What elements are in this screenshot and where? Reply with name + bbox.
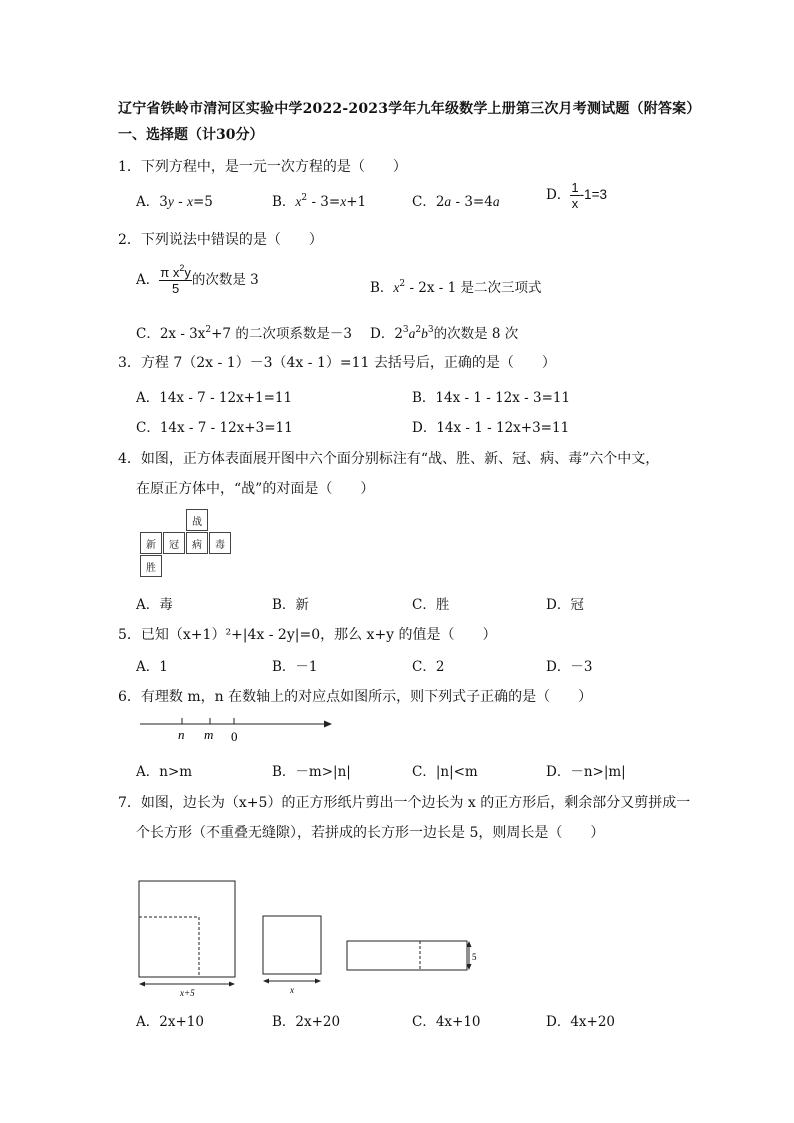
q7-option-b: B．2x+20 <box>272 1014 341 1030</box>
q7-stem-line2: 个长方形（不重叠无缝隙），若拼成的长方形一边长是 5，则周长是（ ） <box>136 825 605 841</box>
q3-stem: 3．方程 7（2x - 1）－3（4x - 1）=11 去括号后，正确的是（ ） <box>118 355 556 371</box>
q6-option-a: A．n>m <box>136 764 193 780</box>
arrow-icon <box>324 721 332 728</box>
q3-option-c: C．14x - 7 - 12x+3=11 <box>136 420 293 436</box>
q7-option-a: A．2x+10 <box>136 1014 204 1030</box>
q6-stem: 6．有理数 m，n 在数轴上的对应点如图所示，则下列式子正确的是（ ） <box>118 689 593 705</box>
cube-net-figure <box>140 509 236 579</box>
q6-option-c: C．|n|<m <box>412 764 478 780</box>
big-square <box>139 881 235 977</box>
q3-option-b: B．14x - 1 - 12x - 3=11 <box>412 390 571 406</box>
arrow-left-icon <box>263 979 269 984</box>
q3-option-d: D．14x - 1 - 12x+3=11 <box>412 420 570 436</box>
net-cell-3: 病 <box>186 532 208 554</box>
net-cell-top: 战 <box>186 509 208 531</box>
net-cell-1: 新 <box>140 532 162 554</box>
q6-option-b: B．－m>|n| <box>272 764 351 780</box>
arrow-right-icon <box>229 982 235 987</box>
q4-option-c: C．胜 <box>412 597 450 613</box>
q1-option-d: D． $\frac{1}{x}$ -1=3 <box>546 180 607 211</box>
q5-option-c: C．2 <box>412 659 445 675</box>
q4-option-b: B．新 <box>272 597 309 613</box>
small-square <box>263 916 321 974</box>
q1-option-b: B．$x^2 - 3=x+1$ <box>272 193 367 210</box>
q3-option-a: A．14x - 7 - 12x+1=11 <box>136 390 293 406</box>
net-cell-bottom: 胜 <box>140 555 162 577</box>
cut-line <box>139 917 199 977</box>
result-rectangle <box>347 941 467 970</box>
q1-option-c: C．2a - 3=4a <box>412 194 500 210</box>
q2-option-a: A． $\frac{\pi x^2y}{5}$ 的次数是 3 <box>136 263 259 296</box>
q4-option-d: D．冠 <box>546 597 584 613</box>
q5-stem: 5．已知（x+1）²+|4x - 2y|=0，那么 x+y 的值是（ ） <box>118 627 497 643</box>
q1-option-a: A．3y - x=5 <box>136 194 213 210</box>
net-cell-4: 毒 <box>209 532 231 554</box>
q2-stem: 2．下列说法中错误的是（ ） <box>118 232 323 248</box>
q2-option-b: B．$x^2 - 2x - 1$ 是二次三项式 <box>370 279 542 296</box>
net-cell-2: 冠 <box>163 532 185 554</box>
q6-option-d: D．－n>|m| <box>546 764 626 780</box>
arrow-right-icon <box>315 979 321 984</box>
label-zero: 0 <box>231 729 238 744</box>
label-m: m <box>204 727 214 742</box>
q4-stem-line1: 4．如图，正方体表面展开图中六个面分别标注有“战、胜、新、冠、病、毒”六个中文， <box>118 451 660 467</box>
q2-option-d: D．$2^3a^2b^3$的次数是 8 次 <box>370 325 519 342</box>
q5-option-d: D．－3 <box>546 659 593 675</box>
q5-option-a: A．1 <box>136 659 168 675</box>
q4-stem-line2: 在原正方体中，“战”的对面是（ ） <box>136 481 375 497</box>
q7-stem-line1: 7．如图，边长为（x+5）的正方形纸片剪出一个边长为 x 的正方形后，剩余部分又剪拼成一 <box>118 795 691 811</box>
q2-option-c: C．$2x - 3x^2+7$ 的二次项系数是－3 <box>136 325 352 342</box>
q1-stem: 1．下列方程中，是一元一次方程的是（ ） <box>118 159 407 175</box>
rect-label: 5 <box>472 952 477 962</box>
document-title: 辽宁省铁岭市清河区实验中学2022-2023学年九年级数学上册第三次月考测试题（附答案） <box>118 101 701 117</box>
q5-option-b: B．－1 <box>272 659 318 675</box>
section-heading: 一、选择题（计30分） <box>118 127 264 143</box>
square-cut-figure <box>130 872 490 1002</box>
arrow-left-icon <box>139 982 145 987</box>
q4-option-a: A．毒 <box>136 597 173 613</box>
number-line-figure <box>136 712 336 746</box>
q7-option-c: C．4x+10 <box>412 1014 481 1030</box>
big-label: x+5 <box>180 988 195 998</box>
label-n: n <box>178 727 185 742</box>
small-label: x <box>290 985 294 995</box>
q7-option-d: D．4x+20 <box>546 1014 616 1030</box>
